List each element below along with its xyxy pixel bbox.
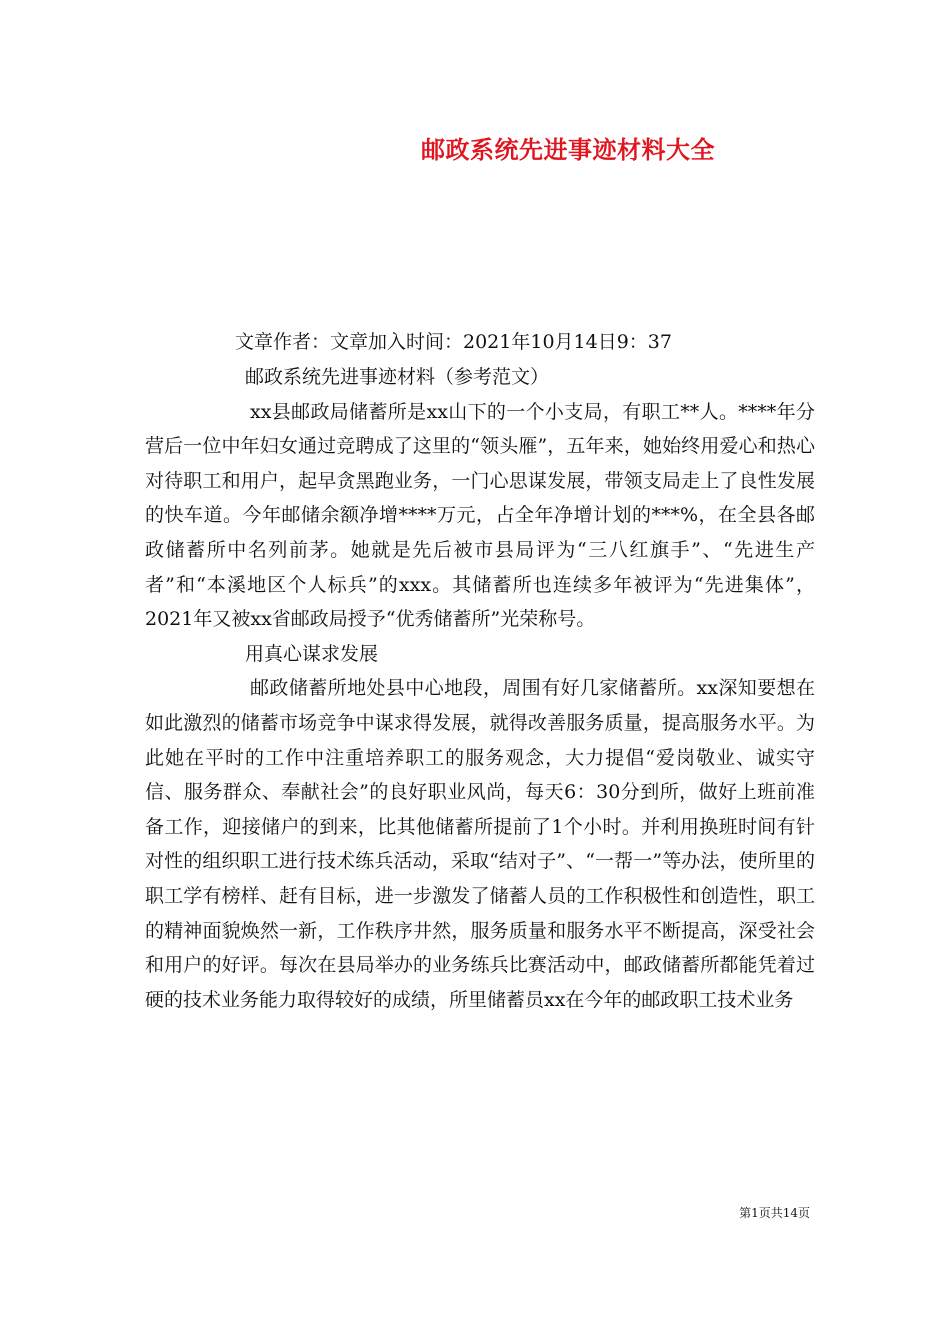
document-title: 邮政系统先进事迹材料大全 bbox=[421, 135, 715, 164]
page-indicator: 第1页共14页 bbox=[739, 1206, 810, 1220]
article-body bbox=[145, 360, 815, 1017]
article-meta-line: 文章作者：文章加入时间：2021年10月14日9：37 bbox=[235, 331, 672, 353]
paragraph-intro: xx县邮政局储蓄所是xx山下的一个小支局，有职工**人。****年分营后一位中年妇女通过竞聘成了这里的“领头雁”，五年来，她始终用爱心和热心对待职工和用户，起早贪黑跑业务，一门心思谋发展，带领支局走上了良性发展的快车道。今年邮储余额净增****万元，占全年净增计划的***%，在全县各邮政储蓄所中名列前茅。她就是先后被市县局评为“三八红旗手”、“先进生产者”和“本溪地区个人标兵”的xxx。其储蓄所也连续多年被评为“先进集体”，2021年又被xx省邮政局授予“优秀储蓄所”光荣称号。 bbox=[145, 400, 815, 631]
article-subtitle: 邮政系统先进事迹材料（参考范文） bbox=[245, 366, 550, 388]
section-heading: 用真心谋求发展 bbox=[245, 642, 379, 665]
paragraph-development: 邮政储蓄所地处县中心地段，周围有好几家储蓄所。xx深知要想在如此激烈的储蓄市场竞争中谋求得发展，就得改善服务质量，提高服务水平。为此她在平时的工作中注重培养职工的服务观念，大力提倡“爱岗敬业、诚实守信、服务群众、奉献社会”的良好职业风尚，每天6：30分到所，做好上班前准备工作，迎接储户的到来，比其他储蓄所提前了1个小时。并利用换班时间有针对性的组织职工进行技术练兵活动，采取“结对子”、“一帮一”等办法，使所里的职工学有榜样、赶有目标，进一步激发了储蓄人员的工作积极性和创造性，职工的精神面貌焕然一新，工作秩序井然，服务质量和服务水平不断提高，深受社会和用户的好评。每次在县局举办的业务练兵比赛活动中，邮政储蓄所都能凭着过硬的技术业务能力取得较好的成绩，所里储蓄员xx在今年的邮政职工技术业务 bbox=[145, 677, 815, 1011]
